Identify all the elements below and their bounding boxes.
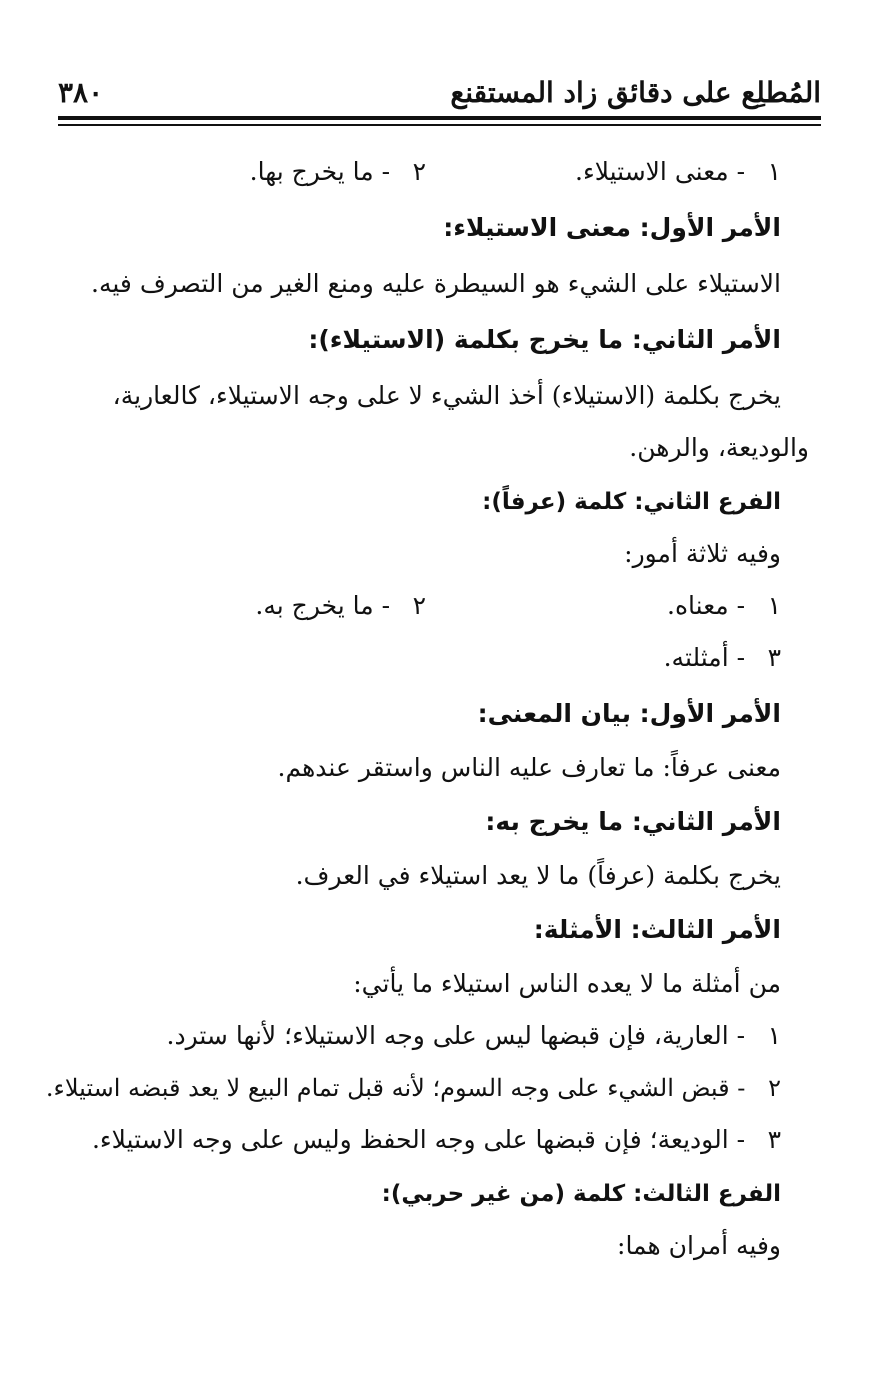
paragraph: وفيه ثلاثة أمور: <box>624 539 781 568</box>
list-row <box>60 152 781 192</box>
list-item: ٢ - قبض الشيء على وجه السوم؛ لأنه قبل تمام البيع لا يعد قبضه استيلاء. <box>45 1074 781 1102</box>
header-rule-thick <box>58 116 821 120</box>
page-number: ٣٨٠ <box>58 75 104 109</box>
section-heading: الأمر الثالث: الأمثلة: <box>533 915 781 944</box>
paragraph: معنى عرفاً: ما تعارف عليه الناس واستقر عندهم. <box>277 753 781 782</box>
list-item: ١ - معنى الاستيلاء. <box>575 157 781 186</box>
paragraph: يخرج بكلمة (الاستيلاء) أخذ الشيء لا على وجه الاستيلاء، كالعارية، <box>112 381 781 410</box>
paragraph: والوديعة، والرهن. <box>629 433 809 462</box>
section-heading: الأمر الأول: بيان المعنى: <box>477 699 781 728</box>
list-item: ١ - معناه. <box>667 591 781 620</box>
running-title: المُطلِع على دقائق زاد المستقنع <box>450 75 821 109</box>
list-row <box>60 586 781 626</box>
list-item: ٢ - ما يخرج بها. <box>249 157 426 186</box>
branch-heading: الفرع الثالث: كلمة (من غير حربي): <box>381 1181 781 1207</box>
header-rule-thin <box>58 124 821 126</box>
list-item: ١ - العارية، فإن قبضها ليس على وجه الاستيلاء؛ لأنها سترد. <box>166 1021 781 1050</box>
list-item: ٣ - أمثلته. <box>663 643 781 672</box>
paragraph: يخرج بكلمة (عرفاً) ما لا يعد استيلاء في العرف. <box>295 861 781 890</box>
list-item: ٢ - ما يخرج به. <box>255 591 426 620</box>
paragraph: من أمثلة ما لا يعده الناس استيلاء ما يأتي: <box>353 969 781 998</box>
page-header <box>58 70 821 114</box>
list-item: ٣ - الوديعة؛ فإن قبضها على وجه الحفظ وليس على وجه الاستيلاء. <box>91 1125 781 1154</box>
section-heading: الأمر الثاني: ما يخرج به: <box>485 807 781 836</box>
branch-heading: الفرع الثاني: كلمة (عرفاً): <box>482 489 781 515</box>
paragraph: وفيه أمران هما: <box>617 1231 781 1260</box>
paragraph: الاستيلاء على الشيء هو السيطرة عليه ومنع الغير من التصرف فيه. <box>91 269 781 298</box>
section-heading: الأمر الأول: معنى الاستيلاء: <box>443 213 781 242</box>
section-heading: الأمر الثاني: ما يخرج بكلمة (الاستيلاء): <box>308 325 781 354</box>
